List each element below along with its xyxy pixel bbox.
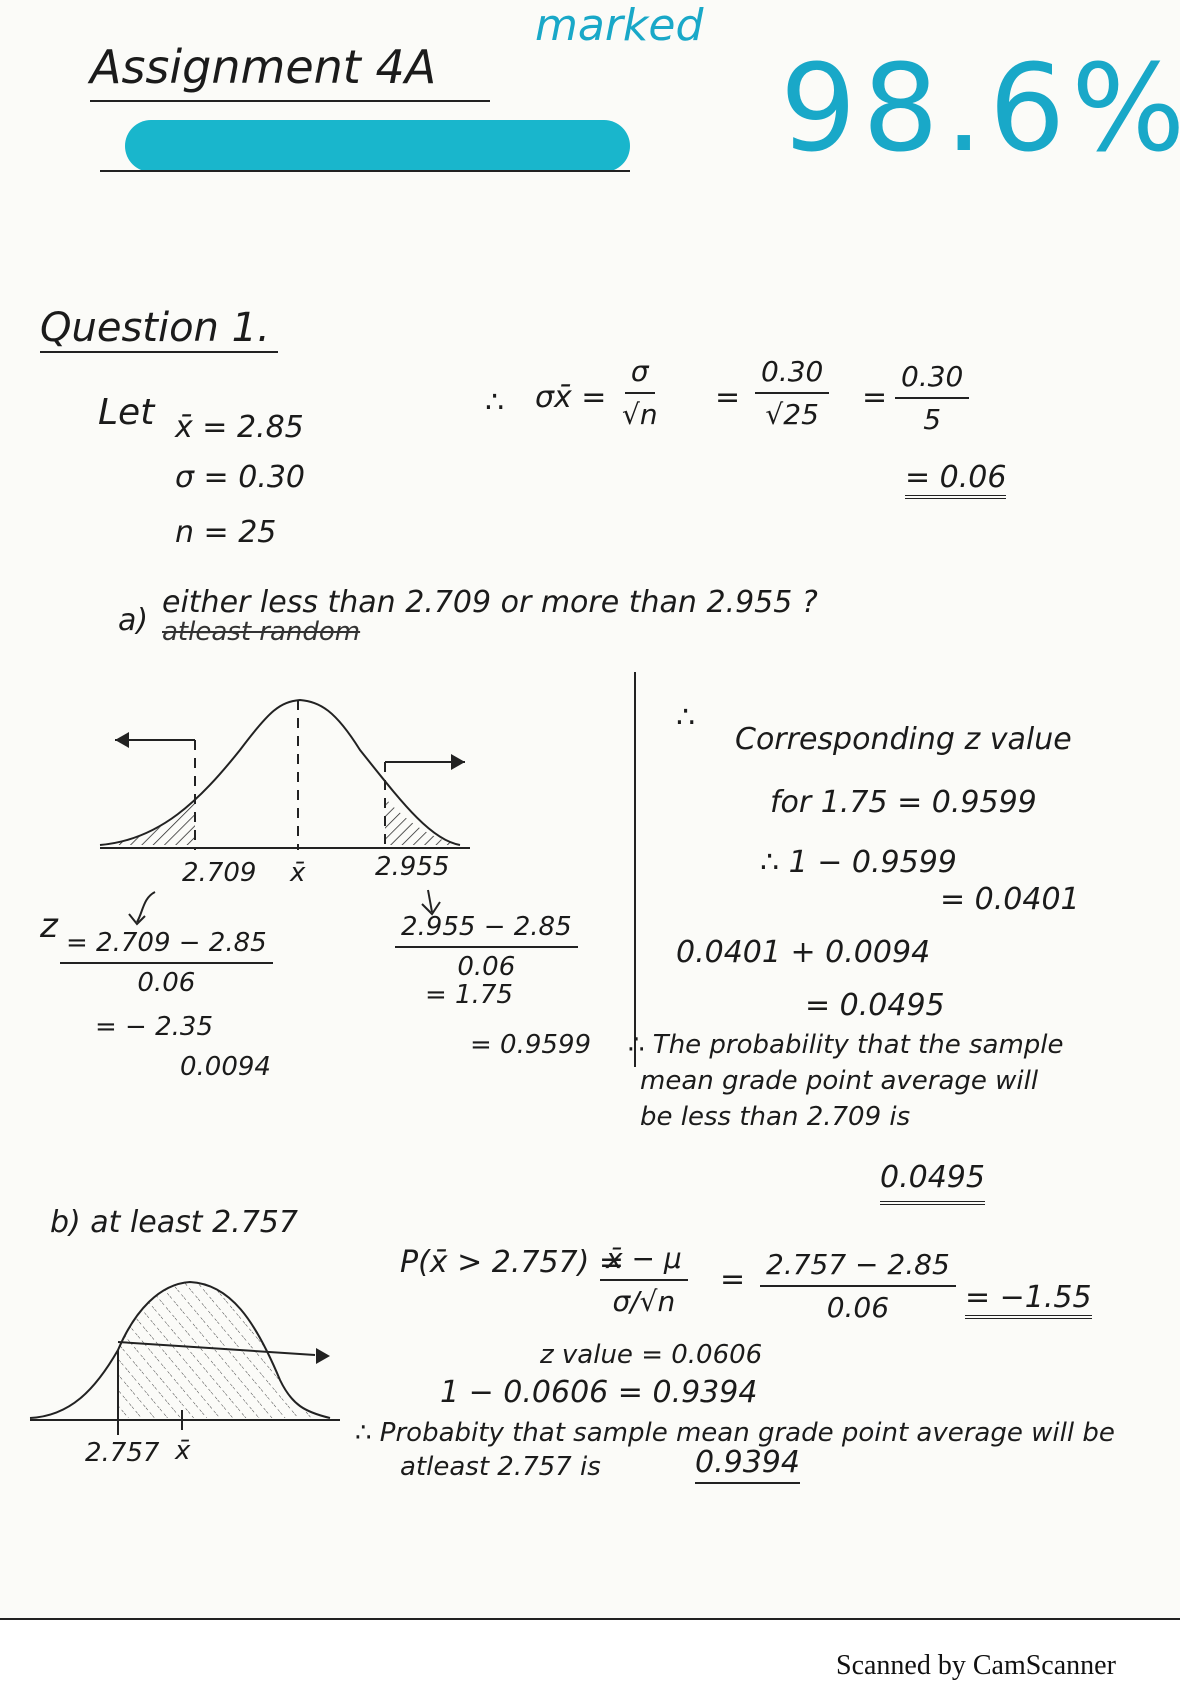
name-underline: [100, 170, 630, 172]
sum-line: 0.0401 + 0.0094: [676, 935, 931, 970]
left-z-num: = 2.709 − 2.85: [60, 928, 273, 964]
sigma-frac-2: [755, 355, 829, 431]
part-b-eq: =: [720, 1262, 746, 1297]
curve-a-right-label: 2.955: [375, 852, 450, 882]
marked-annotation: marked: [535, 0, 704, 51]
part-b-label: b) at least 2.757: [50, 1205, 298, 1240]
sum-result: = 0.0495: [805, 988, 945, 1023]
title-underline: [90, 100, 490, 102]
sigma-eq-2: =: [862, 380, 888, 415]
curve-b-mid-label: x̄: [175, 1436, 191, 1466]
answer-b: 0.9394: [695, 1445, 800, 1484]
part-b-formula-num: x̄ − μ: [600, 1242, 688, 1281]
question-heading: Question 1.: [40, 305, 278, 353]
sigma-frac-3-den: 5: [923, 403, 942, 436]
sigma-frac-1-num: σ: [625, 355, 655, 394]
part-a-text: either less than 2.709 or more than 2.955 ?: [162, 585, 818, 620]
sigma-therefore: ∴: [485, 385, 505, 420]
right-z-value: = 1.75: [425, 980, 513, 1010]
sigma-frac-1-den: √n: [622, 398, 658, 431]
part-b-formula-den: σ/√n: [612, 1285, 676, 1318]
sigma-frac-2-num: 0.30: [755, 355, 829, 394]
conclusion-a-3: be less than 2.709 is: [640, 1102, 911, 1132]
given-sigma: σ = 0.30: [175, 460, 306, 495]
z-symbol: z: [40, 906, 58, 946]
part-b-calc: [760, 1248, 956, 1324]
scanner-footer: Scanned by CamScanner: [836, 1650, 1116, 1681]
conclusion-a-1: ∴ The probability that the sample: [628, 1030, 1064, 1060]
corresponding-z: Corresponding z value: [735, 722, 1072, 757]
sigma-result: = 0.06: [905, 460, 1006, 499]
conclusion-b-2: atleast 2.757 is: [400, 1452, 601, 1482]
assignment-title: Assignment 4A: [90, 40, 437, 94]
sigma-xbar-lhs: σx̄ =: [535, 380, 607, 415]
sigma-frac-2-den: √25: [765, 398, 819, 431]
conclusion-a-2: mean grade point average will: [640, 1066, 1039, 1096]
part-b-calc-num: 2.757 − 2.85: [760, 1248, 956, 1287]
column-divider: [634, 672, 636, 1067]
minus-line: ∴ 1 − 0.9599: [760, 845, 957, 880]
right-z-num: 2.955 − 2.85: [395, 912, 578, 948]
part-b-formula: [600, 1242, 688, 1318]
for-175-line: for 1.75 = 0.9599: [770, 785, 1037, 820]
part-b-z-line: z value = 0.0606: [540, 1340, 763, 1370]
part-b-normal-curve: [30, 1270, 370, 1450]
down-arrow-left: [125, 888, 165, 928]
sigma-frac-3: [895, 360, 969, 436]
sigma-eq-1: =: [715, 380, 741, 415]
left-p-value: 0.0094: [180, 1052, 271, 1082]
sigma-frac-1: [622, 355, 658, 431]
given-n: n = 25: [175, 515, 277, 550]
score-annotation: 98.6%: [780, 40, 1192, 179]
curve-a-left-label: 2.709: [182, 858, 257, 888]
left-z-fraction: [60, 928, 273, 998]
curve-a-mid-label: x̄: [290, 858, 306, 888]
right-p-value: = 0.9599: [470, 1030, 592, 1060]
let-label: Let: [98, 392, 155, 433]
left-z-value: = − 2.35: [95, 1012, 213, 1042]
part-b-minus-line: 1 − 0.0606 = 0.9394: [440, 1375, 758, 1410]
minus-result: = 0.0401: [940, 882, 1080, 917]
page-bottom-edge: [0, 1618, 1180, 1620]
part-b-calc-den: 0.06: [826, 1291, 890, 1324]
sigma-frac-3-num: 0.30: [895, 360, 969, 399]
part-b-result: = −1.55: [965, 1280, 1092, 1319]
redacted-name-scribble: [125, 120, 630, 172]
left-z-den: 0.06: [137, 968, 196, 998]
given-xbar: x̄ = 2.85: [175, 410, 304, 445]
answer-a: 0.0495: [880, 1160, 985, 1205]
conclusion-b-1: ∴ Probabity that sample mean grade point average will be: [355, 1418, 1115, 1448]
right-col-therefore: ∴: [676, 700, 696, 735]
part-b-prob: P(x̄ > 2.757) =: [400, 1245, 625, 1280]
right-z-den: 0.06: [457, 952, 516, 982]
part-a-label: a): [118, 603, 149, 638]
curve-b-left-label: 2.757: [85, 1438, 160, 1468]
part-a-struck-text: atleast random: [162, 617, 361, 647]
right-z-fraction: [395, 912, 578, 982]
